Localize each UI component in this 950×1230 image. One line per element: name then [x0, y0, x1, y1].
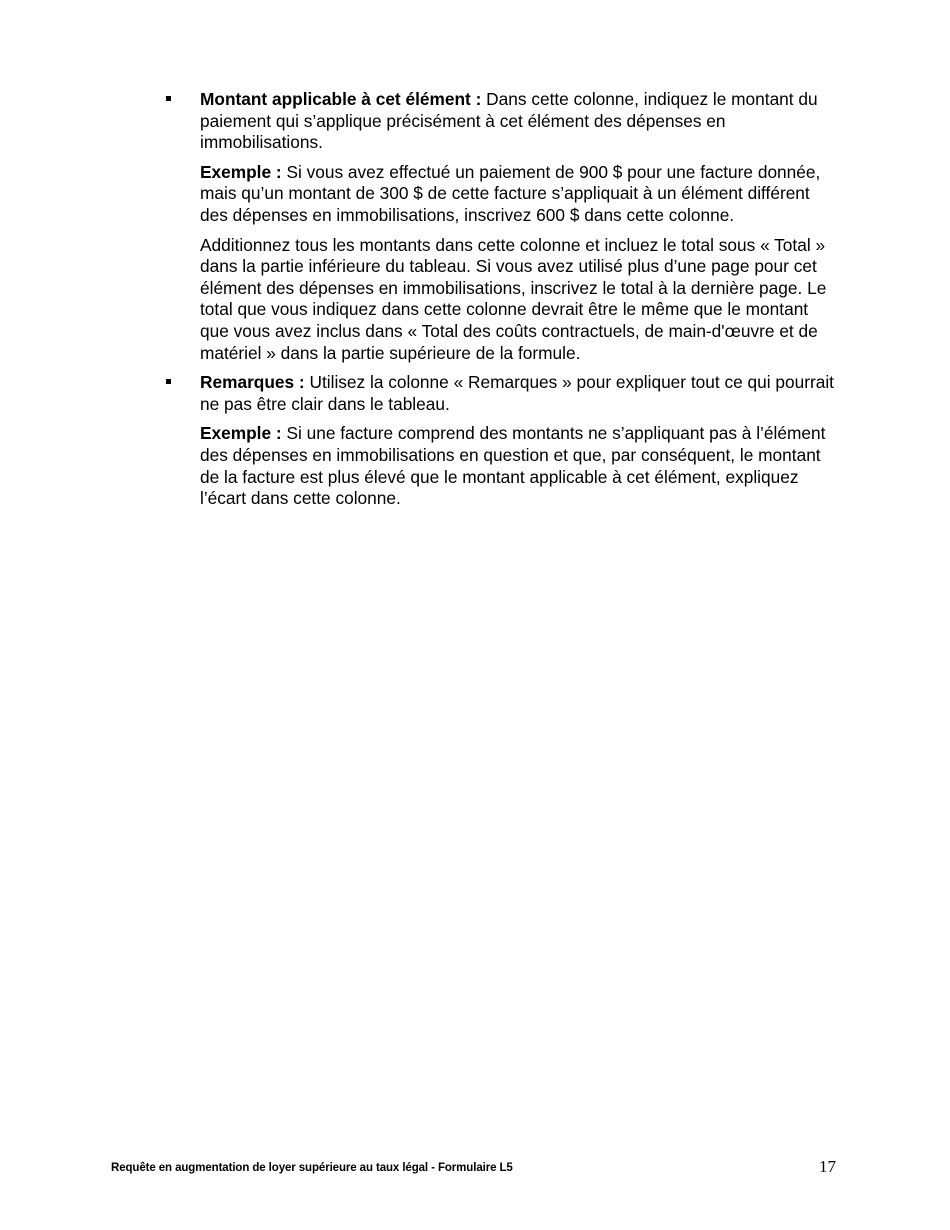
list-item-montant-applicable	[166, 89, 841, 364]
list-item-remarques	[166, 372, 841, 510]
example-label: Exemple :	[200, 423, 282, 444]
page-number: 17	[819, 1157, 836, 1176]
square-bullet-icon	[166, 96, 171, 101]
paragraph-montant-total-instructions: Additionnez tous les montants dans cette colonne et incluez le total sous « Total » dans la partie inférieure du tableau. Si vous avez utilisé plus d’une page pour cet élément des dépenses en immobilisations, inscrivez le total à la dernière page. Le total que vous indiquez dans cette colonne devrait être le même que le montant que vous avez inclus dans « Total des coûts contractuels, de main-d'œuvre et de matériel » dans la partie supérieure de la formule.	[200, 234, 827, 363]
term-label: Remarques :	[200, 372, 305, 393]
example-label: Exemple :	[200, 161, 282, 182]
paragraph-remarques-example	[200, 423, 841, 509]
paragraph-montant-definition	[200, 89, 841, 154]
paragraph-remarques-definition	[200, 372, 841, 415]
term-description: Utilisez la colonne « Remarques » pour expliquer tout ce qui pourrait ne pas être clair dans le tableau.	[200, 372, 834, 414]
paragraph-montant-example	[200, 162, 841, 227]
term-label: Montant applicable à cet élément :	[200, 89, 482, 109]
square-bullet-icon	[166, 379, 171, 384]
example-text: Si une facture comprend des montants ne s’appliquant pas à l’élément des dépenses en immobilisations en question et que, par conséquent, le montant de la facture est plus élevé que le montant applicable à cet élément, expliquez l’écart dans cette colonne.	[200, 423, 826, 509]
term-description: Dans cette colonne, indiquez le montant du paiement qui s’applique précisément à cet élément des dépenses en immobilisations.	[200, 89, 818, 153]
document-body	[166, 89, 841, 518]
example-text: Si vous avez effectué un paiement de 900 $ pour une facture donnée, mais qu’un montant de 300 $ de cette facture s’appliquait à un élément différent des dépenses en immobilisations, inscrivez 600 $ dans cette colonne.	[200, 161, 821, 225]
footer-document-title: Requête en augmentation de loyer supérieure au taux légal - Formulaire L5	[111, 1162, 513, 1174]
